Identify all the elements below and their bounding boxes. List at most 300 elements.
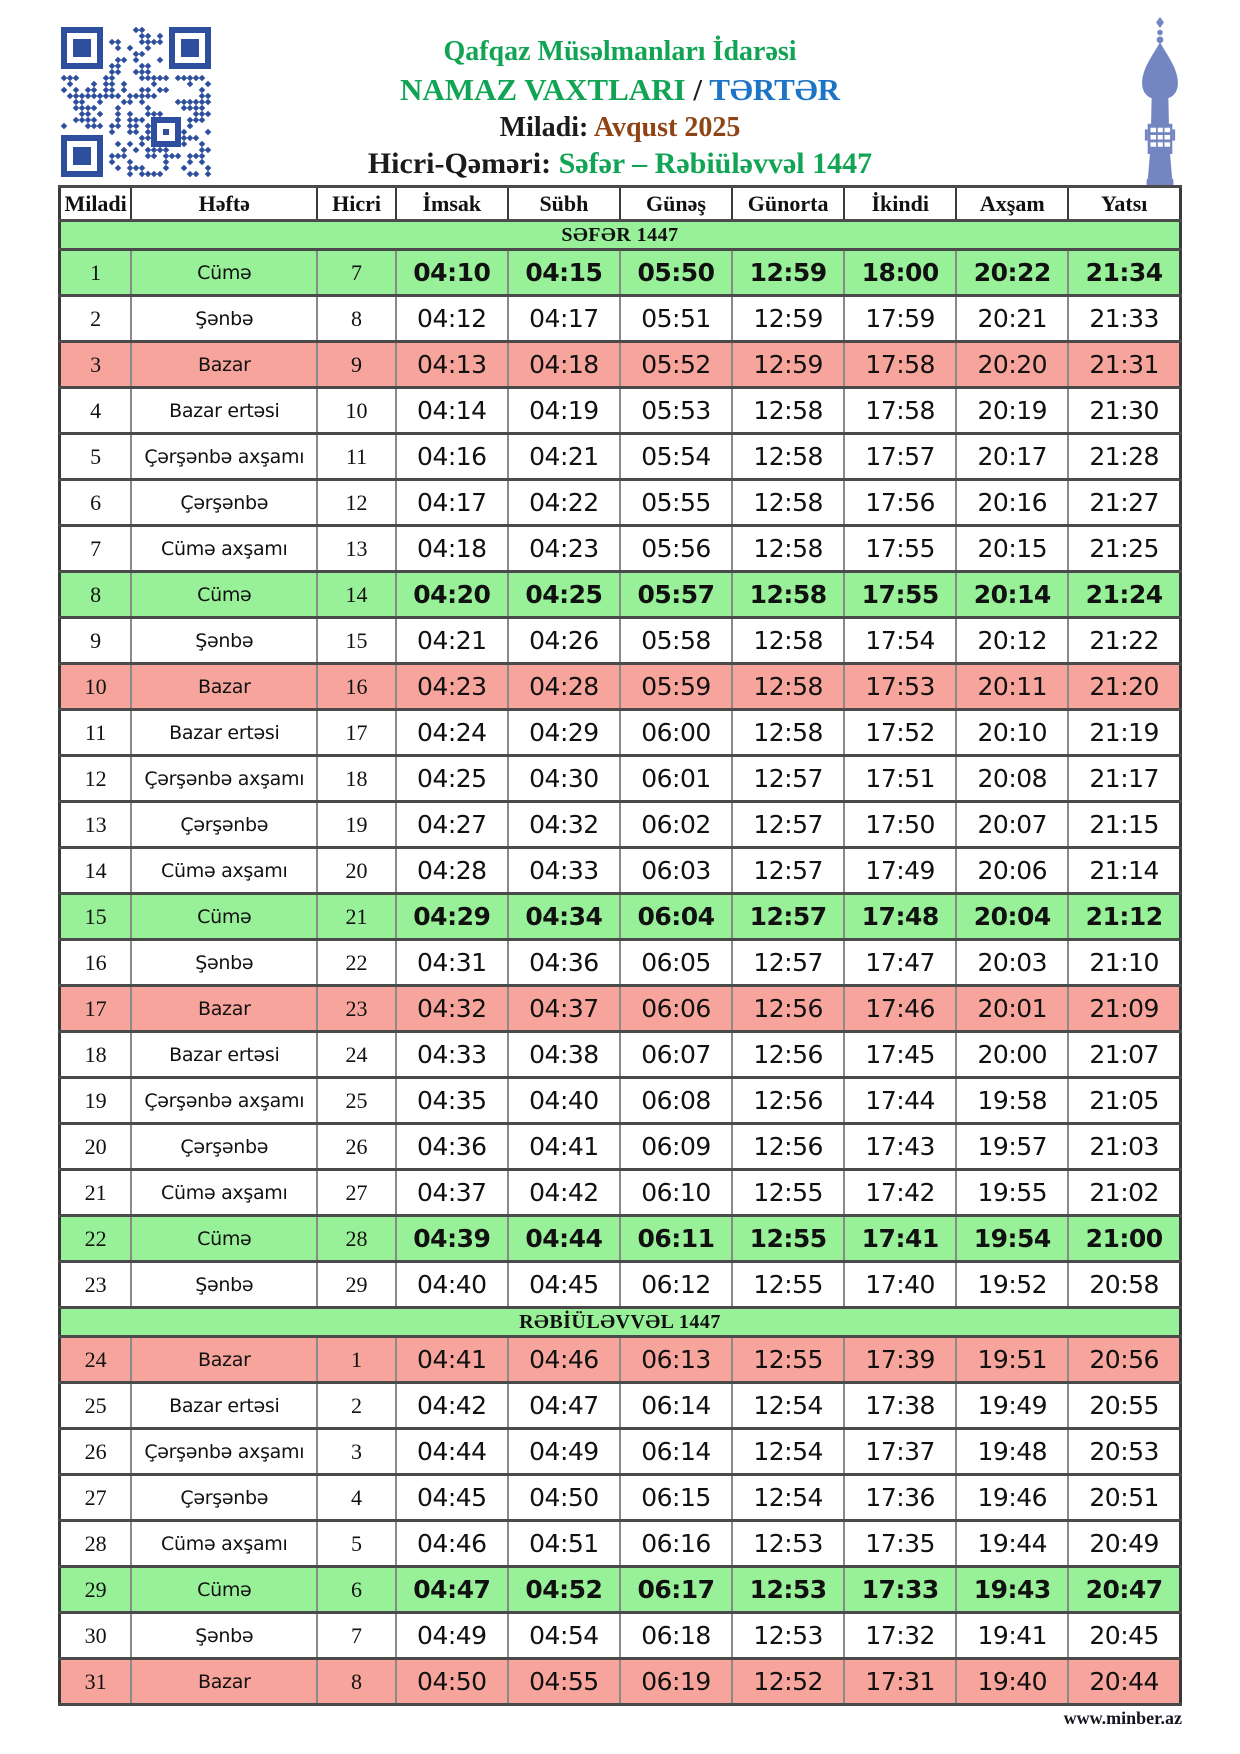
time-cell: 12:57: [732, 940, 844, 986]
time-cell: 18:00: [844, 250, 956, 296]
miladi-cell: 14: [60, 848, 132, 894]
hicri-cell: 22: [317, 940, 395, 986]
time-cell: 17:59: [844, 296, 956, 342]
hicri-cell: 24: [317, 1032, 395, 1078]
time-cell: 12:57: [732, 848, 844, 894]
time-cell: 12:59: [732, 342, 844, 388]
time-cell: 04:37: [508, 986, 620, 1032]
time-cell: 20:08: [956, 756, 1068, 802]
time-cell: 12:55: [732, 1262, 844, 1308]
time-cell: 17:51: [844, 756, 956, 802]
time-cell: 06:11: [620, 1216, 732, 1262]
time-cell: 21:07: [1068, 1032, 1180, 1078]
table-header-row: [60, 187, 1181, 221]
column-header-4: Sübh: [508, 187, 620, 221]
table-row: [60, 1475, 1181, 1521]
miladi-cell: 2: [60, 296, 132, 342]
time-cell: 20:07: [956, 802, 1068, 848]
weekday-cell: Çərşənbə: [131, 1475, 317, 1521]
miladi-cell: 7: [60, 526, 132, 572]
time-cell: 17:35: [844, 1521, 956, 1567]
time-cell: 04:18: [396, 526, 508, 572]
weekday-cell: Bazar ertəsi: [131, 1032, 317, 1078]
section-header-row: [60, 221, 1181, 250]
weekday-cell: Cümə: [131, 250, 317, 296]
time-cell: 21:02: [1068, 1170, 1180, 1216]
time-cell: 17:48: [844, 894, 956, 940]
weekday-cell: Cümə axşamı: [131, 526, 317, 572]
time-cell: 04:26: [508, 618, 620, 664]
time-cell: 12:58: [732, 388, 844, 434]
table-row: [60, 1078, 1181, 1124]
time-cell: 21:05: [1068, 1078, 1180, 1124]
time-cell: 20:45: [1068, 1613, 1180, 1659]
time-cell: 12:53: [732, 1567, 844, 1613]
time-cell: 17:53: [844, 664, 956, 710]
miladi-cell: 6: [60, 480, 132, 526]
time-cell: 17:37: [844, 1429, 956, 1475]
table-row: [60, 940, 1181, 986]
weekday-cell: Cümə axşamı: [131, 1521, 317, 1567]
time-cell: 12:59: [732, 250, 844, 296]
weekday-cell: Çərşənbə: [131, 480, 317, 526]
time-cell: 04:27: [396, 802, 508, 848]
time-cell: 04:37: [396, 1170, 508, 1216]
time-cell: 05:51: [620, 296, 732, 342]
table-row: [60, 1032, 1181, 1078]
hicri-cell: 1: [317, 1337, 395, 1383]
hicri-cell: 3: [317, 1429, 395, 1475]
miladi-cell: 25: [60, 1383, 132, 1429]
time-cell: 05:59: [620, 664, 732, 710]
time-cell: 17:55: [844, 572, 956, 618]
time-cell: 04:21: [396, 618, 508, 664]
table-row: [60, 1337, 1181, 1383]
miladi-cell: 29: [60, 1567, 132, 1613]
time-cell: 04:55: [508, 1659, 620, 1705]
minaret-icon: [1132, 12, 1188, 188]
time-cell: 04:41: [396, 1337, 508, 1383]
time-cell: 04:46: [508, 1337, 620, 1383]
miladi-cell: 26: [60, 1429, 132, 1475]
time-cell: 17:58: [844, 342, 956, 388]
time-cell: 20:53: [1068, 1429, 1180, 1475]
time-cell: 04:45: [396, 1475, 508, 1521]
hicri-cell: 29: [317, 1262, 395, 1308]
time-cell: 12:55: [732, 1170, 844, 1216]
time-cell: 21:00: [1068, 1216, 1180, 1262]
time-cell: 17:46: [844, 986, 956, 1032]
time-cell: 19:51: [956, 1337, 1068, 1383]
weekday-cell: Şənbə: [131, 940, 317, 986]
table-row: [60, 848, 1181, 894]
time-cell: 20:19: [956, 388, 1068, 434]
time-cell: 04:52: [508, 1567, 620, 1613]
miladi-cell: 11: [60, 710, 132, 756]
hicri-cell: 19: [317, 802, 395, 848]
miladi-cell: 23: [60, 1262, 132, 1308]
time-cell: 06:09: [620, 1124, 732, 1170]
miladi-cell: 31: [60, 1659, 132, 1705]
time-cell: 20:15: [956, 526, 1068, 572]
hicri-cell: 16: [317, 664, 395, 710]
table-row: [60, 1170, 1181, 1216]
time-cell: 06:14: [620, 1429, 732, 1475]
table-row: [60, 802, 1181, 848]
title-separator: /: [693, 72, 702, 107]
time-cell: 04:19: [508, 388, 620, 434]
title-text: NAMAZ VAXTLARI: [399, 72, 686, 107]
time-cell: 20:06: [956, 848, 1068, 894]
weekday-cell: Çərşənbə axşamı: [131, 756, 317, 802]
time-cell: 20:51: [1068, 1475, 1180, 1521]
time-cell: 20:01: [956, 986, 1068, 1032]
hicri-cell: 7: [317, 1613, 395, 1659]
hicri-cell: 2: [317, 1383, 395, 1429]
time-cell: 12:58: [732, 664, 844, 710]
column-header-5: Günəş: [620, 187, 732, 221]
hicri-cell: 13: [317, 526, 395, 572]
miladi-cell: 19: [60, 1078, 132, 1124]
time-cell: 12:52: [732, 1659, 844, 1705]
time-cell: 06:02: [620, 802, 732, 848]
time-cell: 04:29: [396, 894, 508, 940]
time-cell: 06:17: [620, 1567, 732, 1613]
time-cell: 17:57: [844, 434, 956, 480]
time-cell: 06:12: [620, 1262, 732, 1308]
weekday-cell: Şənbə: [131, 296, 317, 342]
time-cell: 04:15: [508, 250, 620, 296]
hicri-cell: 18: [317, 756, 395, 802]
time-cell: 04:20: [396, 572, 508, 618]
time-cell: 19:58: [956, 1078, 1068, 1124]
hicri-value: Səfər – Rəbiüləvvəl 1447: [558, 147, 873, 180]
time-cell: 21:31: [1068, 342, 1180, 388]
organization-title: Qafqaz Müsəlmanları İdarəsi: [443, 36, 797, 67]
table-row: [60, 1659, 1181, 1705]
time-cell: 20:44: [1068, 1659, 1180, 1705]
time-cell: 21:34: [1068, 250, 1180, 296]
section-title: SƏFƏR 1447: [60, 221, 1181, 250]
time-cell: 04:23: [508, 526, 620, 572]
time-cell: 17:39: [844, 1337, 956, 1383]
time-cell: 20:14: [956, 572, 1068, 618]
weekday-cell: Çərşənbə: [131, 1124, 317, 1170]
weekday-cell: Cümə: [131, 894, 317, 940]
time-cell: 17:55: [844, 526, 956, 572]
time-cell: 17:41: [844, 1216, 956, 1262]
table-row: [60, 986, 1181, 1032]
hicri-cell: 6: [317, 1567, 395, 1613]
time-cell: 12:58: [732, 480, 844, 526]
time-cell: 21:09: [1068, 986, 1180, 1032]
time-cell: 21:19: [1068, 710, 1180, 756]
time-cell: 04:51: [508, 1521, 620, 1567]
miladi-cell: 28: [60, 1521, 132, 1567]
time-cell: 04:14: [396, 388, 508, 434]
column-header-1: Həftə: [131, 187, 317, 221]
table-row: [60, 342, 1181, 388]
time-cell: 21:03: [1068, 1124, 1180, 1170]
time-cell: 17:49: [844, 848, 956, 894]
table-row: [60, 526, 1181, 572]
weekday-cell: Bazar: [131, 342, 317, 388]
time-cell: 12:56: [732, 1078, 844, 1124]
time-cell: 06:14: [620, 1383, 732, 1429]
qr-code-graphic: [58, 27, 214, 177]
time-cell: 06:00: [620, 710, 732, 756]
time-cell: 04:17: [396, 480, 508, 526]
time-cell: 19:46: [956, 1475, 1068, 1521]
time-cell: 04:42: [396, 1383, 508, 1429]
time-cell: 04:36: [508, 940, 620, 986]
time-cell: 04:23: [396, 664, 508, 710]
time-cell: 20:17: [956, 434, 1068, 480]
time-cell: 04:50: [508, 1475, 620, 1521]
time-cell: 12:54: [732, 1383, 844, 1429]
time-cell: 19:55: [956, 1170, 1068, 1216]
miladi-cell: 9: [60, 618, 132, 664]
time-cell: 06:13: [620, 1337, 732, 1383]
time-cell: 05:55: [620, 480, 732, 526]
time-cell: 21:25: [1068, 526, 1180, 572]
time-cell: 19:49: [956, 1383, 1068, 1429]
time-cell: 19:54: [956, 1216, 1068, 1262]
time-cell: 21:12: [1068, 894, 1180, 940]
section-header-row: [60, 1308, 1181, 1337]
time-cell: 20:12: [956, 618, 1068, 664]
hicri-cell: 9: [317, 342, 395, 388]
time-cell: 17:32: [844, 1613, 956, 1659]
time-cell: 20:00: [956, 1032, 1068, 1078]
time-cell: 12:57: [732, 802, 844, 848]
hicri-cell: 8: [317, 1659, 395, 1705]
time-cell: 21:28: [1068, 434, 1180, 480]
time-cell: 06:08: [620, 1078, 732, 1124]
weekday-cell: Bazar: [131, 986, 317, 1032]
time-cell: 17:50: [844, 802, 956, 848]
table-row: [60, 710, 1181, 756]
time-cell: 04:46: [396, 1521, 508, 1567]
time-cell: 17:43: [844, 1124, 956, 1170]
time-cell: 04:29: [508, 710, 620, 756]
hicri-cell: 27: [317, 1170, 395, 1216]
weekday-cell: Cümə axşamı: [131, 848, 317, 894]
hicri-cell: 12: [317, 480, 395, 526]
hicri-cell: 23: [317, 986, 395, 1032]
time-cell: 17:44: [844, 1078, 956, 1124]
column-header-8: Axşam: [956, 187, 1068, 221]
time-cell: 04:18: [508, 342, 620, 388]
time-cell: 19:41: [956, 1613, 1068, 1659]
hicri-cell: 11: [317, 434, 395, 480]
time-cell: 20:04: [956, 894, 1068, 940]
hicri-cell: 28: [317, 1216, 395, 1262]
weekday-cell: Şənbə: [131, 1613, 317, 1659]
weekday-cell: Cümə axşamı: [131, 1170, 317, 1216]
time-cell: 12:53: [732, 1521, 844, 1567]
weekday-cell: Bazar ertəsi: [131, 1383, 317, 1429]
time-cell: 19:43: [956, 1567, 1068, 1613]
time-cell: 04:38: [508, 1032, 620, 1078]
time-cell: 06:10: [620, 1170, 732, 1216]
time-cell: 04:22: [508, 480, 620, 526]
time-cell: 04:21: [508, 434, 620, 480]
miladi-cell: 17: [60, 986, 132, 1032]
time-cell: 12:59: [732, 296, 844, 342]
time-cell: 04:36: [396, 1124, 508, 1170]
time-cell: 17:42: [844, 1170, 956, 1216]
time-cell: 06:16: [620, 1521, 732, 1567]
miladi-cell: 22: [60, 1216, 132, 1262]
weekday-cell: Şənbə: [131, 618, 317, 664]
weekday-cell: Çərşənbə: [131, 802, 317, 848]
table-row: [60, 434, 1181, 480]
time-cell: 04:28: [508, 664, 620, 710]
time-cell: 19:44: [956, 1521, 1068, 1567]
time-cell: 19:48: [956, 1429, 1068, 1475]
miladi-cell: 30: [60, 1613, 132, 1659]
time-cell: 12:58: [732, 526, 844, 572]
time-cell: 04:10: [396, 250, 508, 296]
time-cell: 17:45: [844, 1032, 956, 1078]
hicri-cell: 5: [317, 1521, 395, 1567]
table-row: [60, 756, 1181, 802]
time-cell: 04:25: [508, 572, 620, 618]
miladi-cell: 8: [60, 572, 132, 618]
time-cell: 17:54: [844, 618, 956, 664]
time-cell: 04:24: [396, 710, 508, 756]
time-cell: 12:57: [732, 756, 844, 802]
time-cell: 21:33: [1068, 296, 1180, 342]
time-cell: 04:17: [508, 296, 620, 342]
miladi-cell: 5: [60, 434, 132, 480]
weekday-cell: Cümə: [131, 572, 317, 618]
time-cell: 04:47: [396, 1567, 508, 1613]
time-cell: 06:01: [620, 756, 732, 802]
time-cell: 06:07: [620, 1032, 732, 1078]
time-cell: 17:58: [844, 388, 956, 434]
time-cell: 12:53: [732, 1613, 844, 1659]
weekday-cell: Çərşənbə axşamı: [131, 1429, 317, 1475]
table-row: [60, 1429, 1181, 1475]
miladi-cell: 15: [60, 894, 132, 940]
hicri-cell: 21: [317, 894, 395, 940]
miladi-label: Miladi:: [499, 112, 589, 143]
time-cell: 04:42: [508, 1170, 620, 1216]
time-cell: 06:03: [620, 848, 732, 894]
time-cell: 20:47: [1068, 1567, 1180, 1613]
time-cell: 05:53: [620, 388, 732, 434]
column-header-6: Günorta: [732, 187, 844, 221]
hicri-cell: 8: [317, 296, 395, 342]
table-row: [60, 1216, 1181, 1262]
time-cell: 04:33: [396, 1032, 508, 1078]
time-cell: 12:58: [732, 618, 844, 664]
weekday-cell: Bazar: [131, 1659, 317, 1705]
table-row: [60, 250, 1181, 296]
time-cell: 12:58: [732, 572, 844, 618]
column-header-3: İmsak: [396, 187, 508, 221]
hicri-cell: 20: [317, 848, 395, 894]
hicri-cell: 25: [317, 1078, 395, 1124]
time-cell: 21:22: [1068, 618, 1180, 664]
miladi-cell: 10: [60, 664, 132, 710]
time-cell: 17:36: [844, 1475, 956, 1521]
time-cell: 20:11: [956, 664, 1068, 710]
city-name: TƏRTƏR: [709, 72, 841, 107]
time-cell: 12:56: [732, 1032, 844, 1078]
time-cell: 17:33: [844, 1567, 956, 1613]
hicri-cell: 14: [317, 572, 395, 618]
time-cell: 21:20: [1068, 664, 1180, 710]
weekday-cell: Bazar: [131, 664, 317, 710]
time-cell: 04:45: [508, 1262, 620, 1308]
hicri-cell: 15: [317, 618, 395, 664]
time-cell: 04:13: [396, 342, 508, 388]
time-cell: 17:56: [844, 480, 956, 526]
time-cell: 19:40: [956, 1659, 1068, 1705]
time-cell: 04:28: [396, 848, 508, 894]
time-cell: 20:56: [1068, 1337, 1180, 1383]
time-cell: 21:10: [1068, 940, 1180, 986]
prayer-times-table: [58, 185, 1182, 1706]
time-cell: 19:57: [956, 1124, 1068, 1170]
time-cell: 06:04: [620, 894, 732, 940]
miladi-cell: 24: [60, 1337, 132, 1383]
time-cell: 05:58: [620, 618, 732, 664]
time-cell: 04:30: [508, 756, 620, 802]
hicri-label: Hicri-Qəməri:: [367, 147, 552, 180]
time-cell: 12:57: [732, 894, 844, 940]
time-cell: 20:58: [1068, 1262, 1180, 1308]
time-cell: 06:18: [620, 1613, 732, 1659]
time-cell: 21:30: [1068, 388, 1180, 434]
table-row: [60, 1262, 1181, 1308]
time-cell: 04:50: [396, 1659, 508, 1705]
time-cell: 04:32: [508, 802, 620, 848]
time-cell: 05:54: [620, 434, 732, 480]
time-cell: 05:50: [620, 250, 732, 296]
table-row: [60, 1567, 1181, 1613]
table-row: [60, 894, 1181, 940]
time-cell: 04:31: [396, 940, 508, 986]
time-cell: 04:34: [508, 894, 620, 940]
time-cell: 04:25: [396, 756, 508, 802]
time-cell: 04:49: [396, 1613, 508, 1659]
time-cell: 20:20: [956, 342, 1068, 388]
time-cell: 05:52: [620, 342, 732, 388]
website-link[interactable]: www.minber.az: [1063, 1708, 1182, 1728]
hicri-cell: 26: [317, 1124, 395, 1170]
miladi-cell: 20: [60, 1124, 132, 1170]
time-cell: 04:16: [396, 434, 508, 480]
miladi-value: Avqust 2025: [593, 112, 741, 143]
table-row: [60, 572, 1181, 618]
time-cell: 21:15: [1068, 802, 1180, 848]
qr-code: [58, 27, 214, 177]
time-cell: 06:06: [620, 986, 732, 1032]
table-row: [60, 1521, 1181, 1567]
time-cell: 04:35: [396, 1078, 508, 1124]
time-cell: 12:54: [732, 1475, 844, 1521]
time-cell: 04:12: [396, 296, 508, 342]
time-cell: 20:49: [1068, 1521, 1180, 1567]
time-cell: 04:54: [508, 1613, 620, 1659]
time-cell: 04:47: [508, 1383, 620, 1429]
column-header-2: Hicri: [317, 187, 395, 221]
time-cell: 20:10: [956, 710, 1068, 756]
